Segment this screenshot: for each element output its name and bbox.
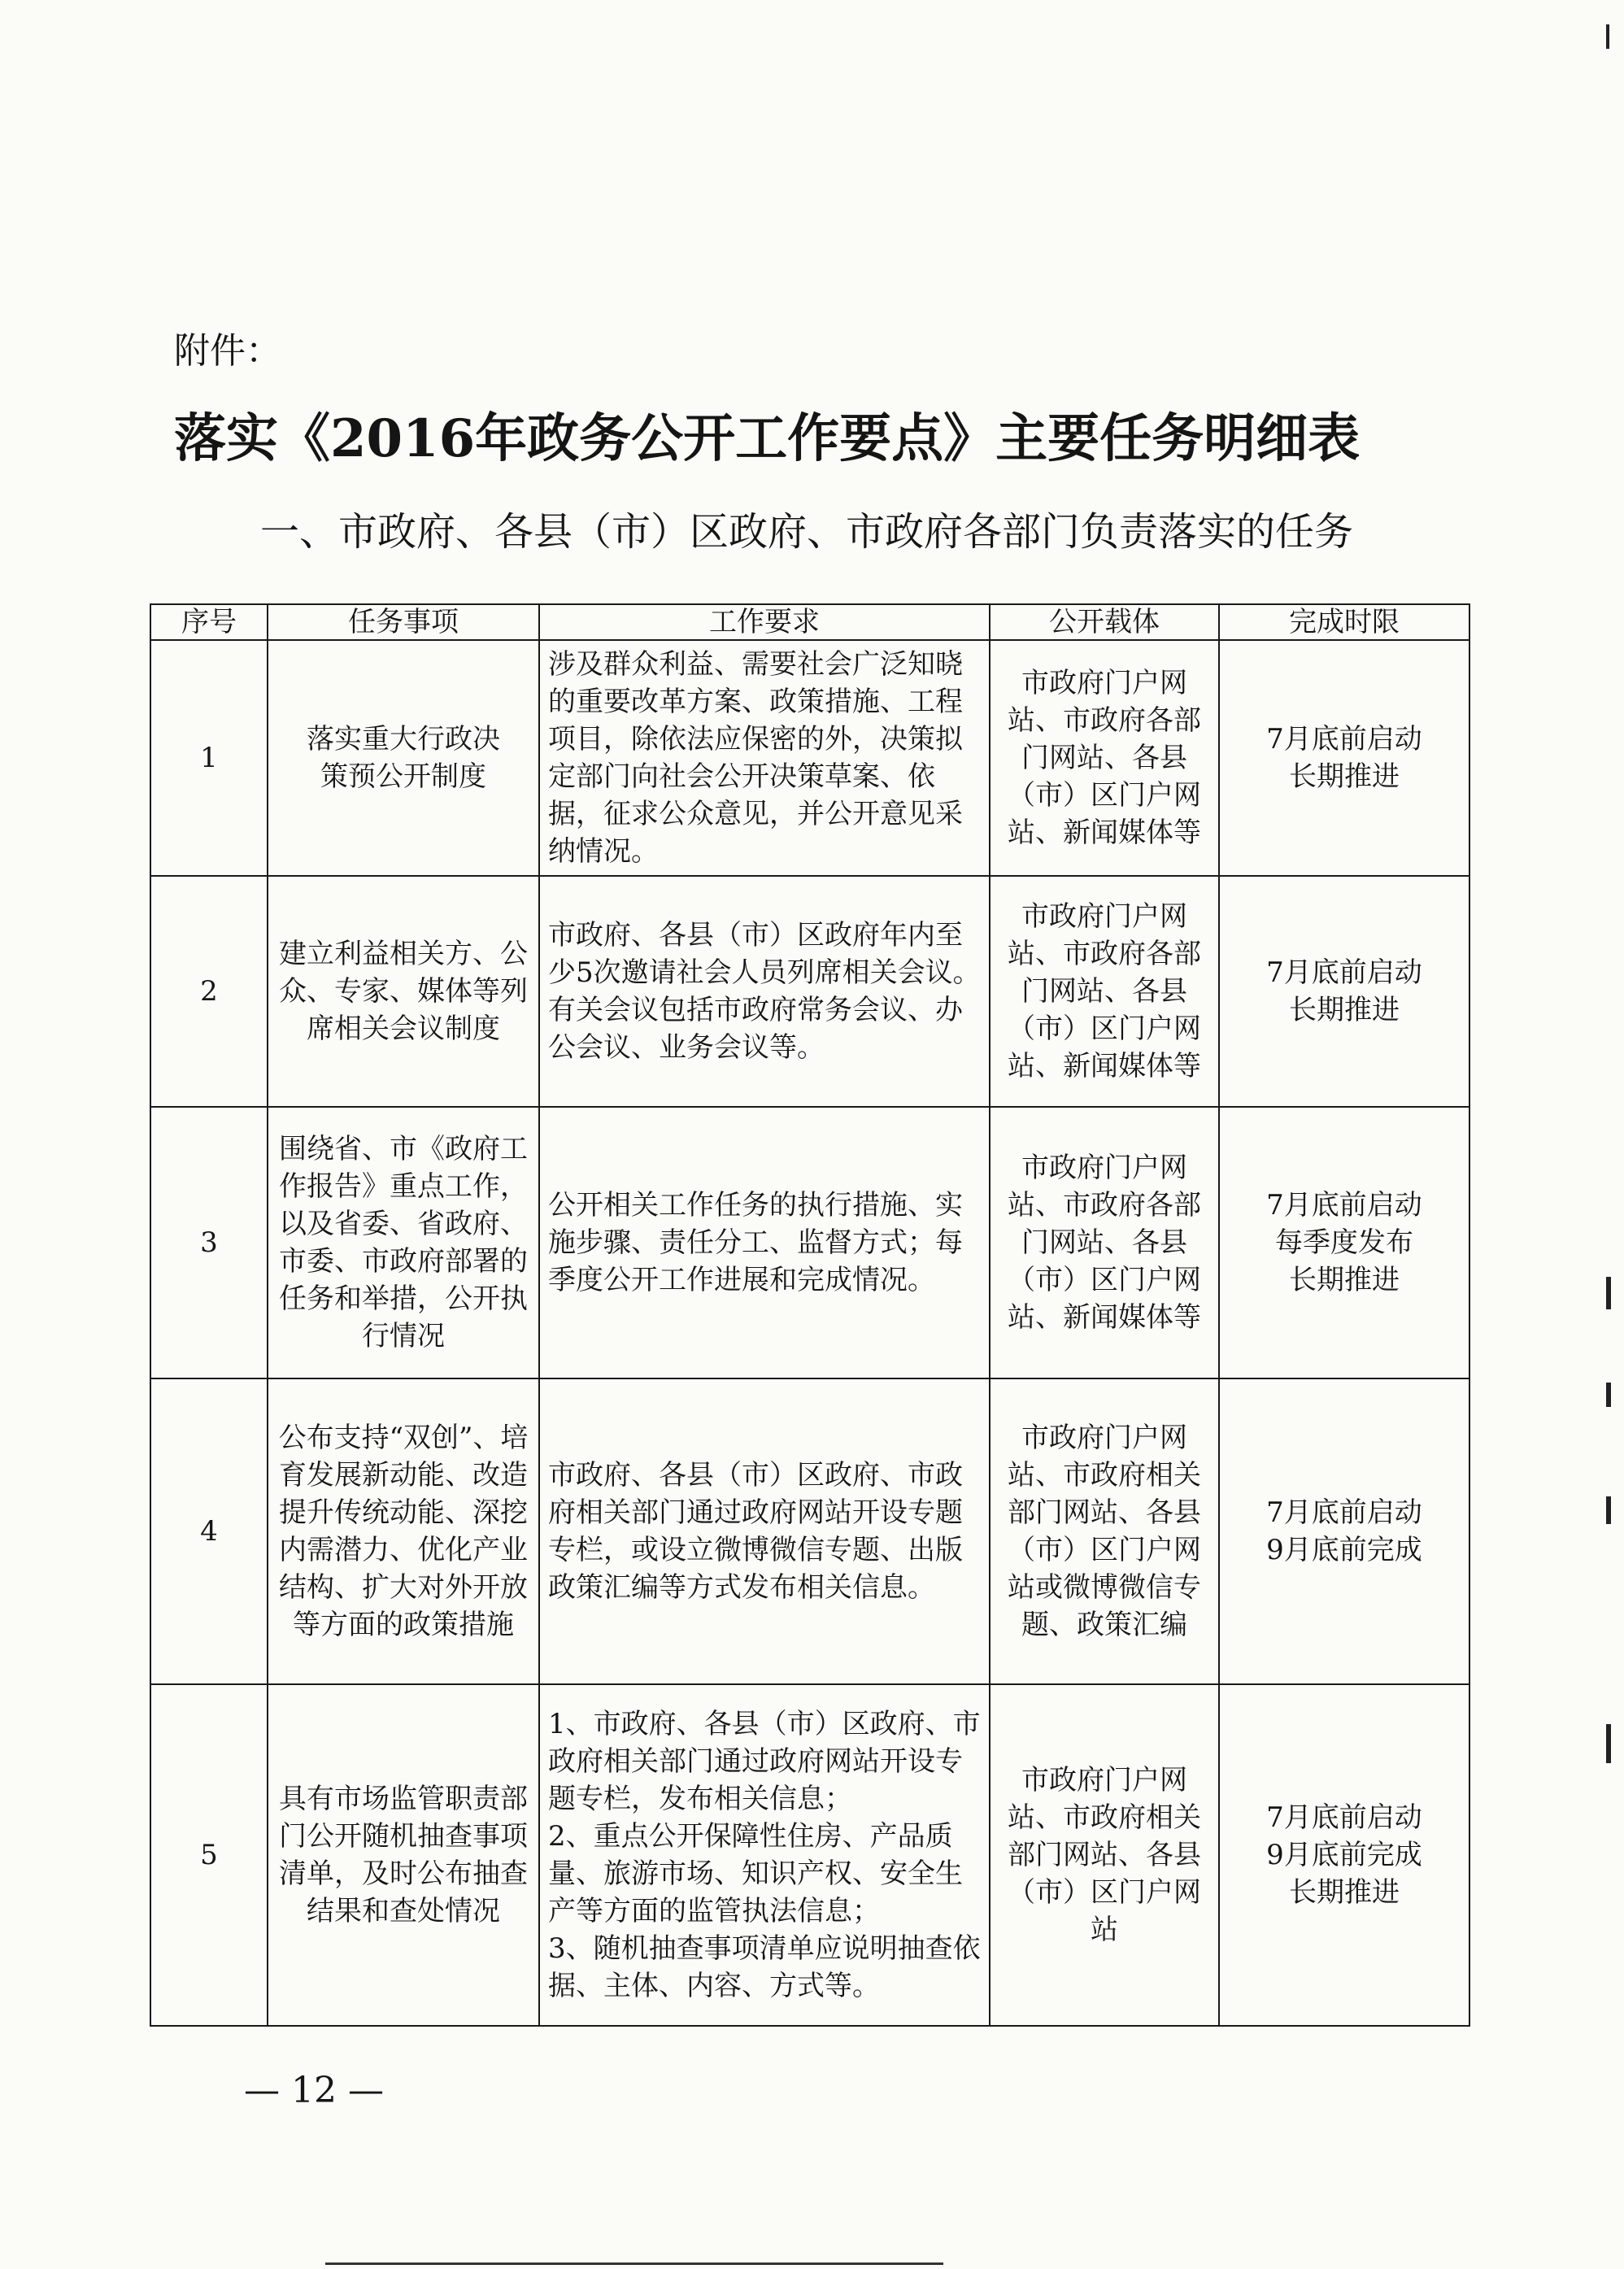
row-no: 1 [150,640,268,876]
row-carrier: 市政府门户网站、市政府各部门网站、各县（市）区门户网站、新闻媒体等 [990,640,1219,876]
table-row [150,1107,1469,1378]
row-carrier: 市政府门户网站、市政府相关部门网站、各县（市）区门户网站或微博微信专题、政策汇编 [990,1378,1219,1684]
section-heading: 一、市政府、各县（市）区政府、市政府各部门负责落实的任务 [260,509,1354,555]
table-row [150,640,1469,876]
row-carrier: 市政府门户网站、市政府相关部门网站、各县（市）区门户网站 [990,1684,1219,2026]
row-deadline: 7月底前启动 9月底前完成 [1219,1378,1469,1684]
scan-margin-mark [1606,1496,1611,1524]
row-task-item: 具有市场监管职责部门公开随机抽查事项清单，及时公布抽查结果和查处情况 [268,1684,539,2026]
scan-edge-rule [325,2262,943,2265]
document-title: 落实《2016年政务公开工作要点》主要任务明细表 [174,408,1361,469]
page-number: — 12 — [244,2070,384,2111]
table-row [150,876,1469,1107]
scan-margin-mark [1606,1724,1611,1763]
scan-margin-mark [1606,1277,1611,1309]
header-no: 序号 [150,604,268,640]
header-deadline: 完成时限 [1219,604,1469,640]
row-deadline: 7月底前启动 9月底前完成 长期推进 [1219,1684,1469,2026]
scan-margin-mark [1606,1383,1611,1407]
row-task-item: 建立利益相关方、公众、专家、媒体等列席相关会议制度 [268,876,539,1107]
row-task-item: 落实重大行政决 策预公开制度 [268,640,539,876]
row-requirement: 公开相关工作任务的执行措施、实施步骤、责任分工、监督方式；每季度公开工作进展和完成情况。 [539,1107,990,1378]
row-deadline: 7月底前启动 每季度发布 长期推进 [1219,1107,1469,1378]
table-row [150,1378,1469,1684]
header-task-item: 任务事项 [268,604,539,640]
row-task-item: 围绕省、市《政府工作报告》重点工作，以及省委、省政府、市委、市政府部署的任务和举措，公开执行情况 [268,1107,539,1378]
row-task-item: 公布支持“双创”、培育发展新动能、改造提升传统动能、深挖内需潜力、优化产业结构、扩大对外开放等方面的政策措施 [268,1378,539,1684]
row-carrier: 市政府门户网站、市政府各部门网站、各县（市）区门户网站、新闻媒体等 [990,1107,1219,1378]
row-requirement: 1、市政府、各县（市）区政府、市政府相关部门通过政府网站开设专题专栏，发布相关信息； 2、重点公开保障性住房、产品质量、旅游市场、知识产权、安全生产等方面的监管执法信息； 3、随机抽查事项清单应说明抽查依据、主体、内容、方式等。 [539,1684,990,2026]
row-requirement: 市政府、各县（市）区政府、市政府相关部门通过政府网站开设专题专栏，或设立微博微信专题、出版政策汇编等方式发布相关信息。 [539,1378,990,1684]
row-requirement: 涉及群众利益、需要社会广泛知晓的重要改革方案、政策措施、工程项目，除依法应保密的外，决策拟定部门向社会公开决策草案、依据，征求公众意见，并公开意见采纳情况。 [539,640,990,876]
row-no: 4 [150,1378,268,1684]
row-requirement: 市政府、各县（市）区政府年内至少5次邀请社会人员列席相关会议。有关会议包括市政府常务会议、办公会议、业务会议等。 [539,876,990,1107]
row-carrier: 市政府门户网站、市政府各部门网站、各县（市）区门户网站、新闻媒体等 [990,876,1219,1107]
row-deadline: 7月底前启动 长期推进 [1219,876,1469,1107]
row-no: 2 [150,876,268,1107]
header-requirement: 工作要求 [539,604,990,640]
header-carrier: 公开载体 [990,604,1219,640]
table-header-row [150,604,1469,640]
task-table [150,603,1470,2027]
scan-margin-mark [1606,24,1609,49]
row-no: 3 [150,1107,268,1378]
row-deadline: 7月底前启动 长期推进 [1219,640,1469,876]
row-no: 5 [150,1684,268,2026]
table-row [150,1684,1469,2026]
attachment-label: 附件： [174,330,281,372]
